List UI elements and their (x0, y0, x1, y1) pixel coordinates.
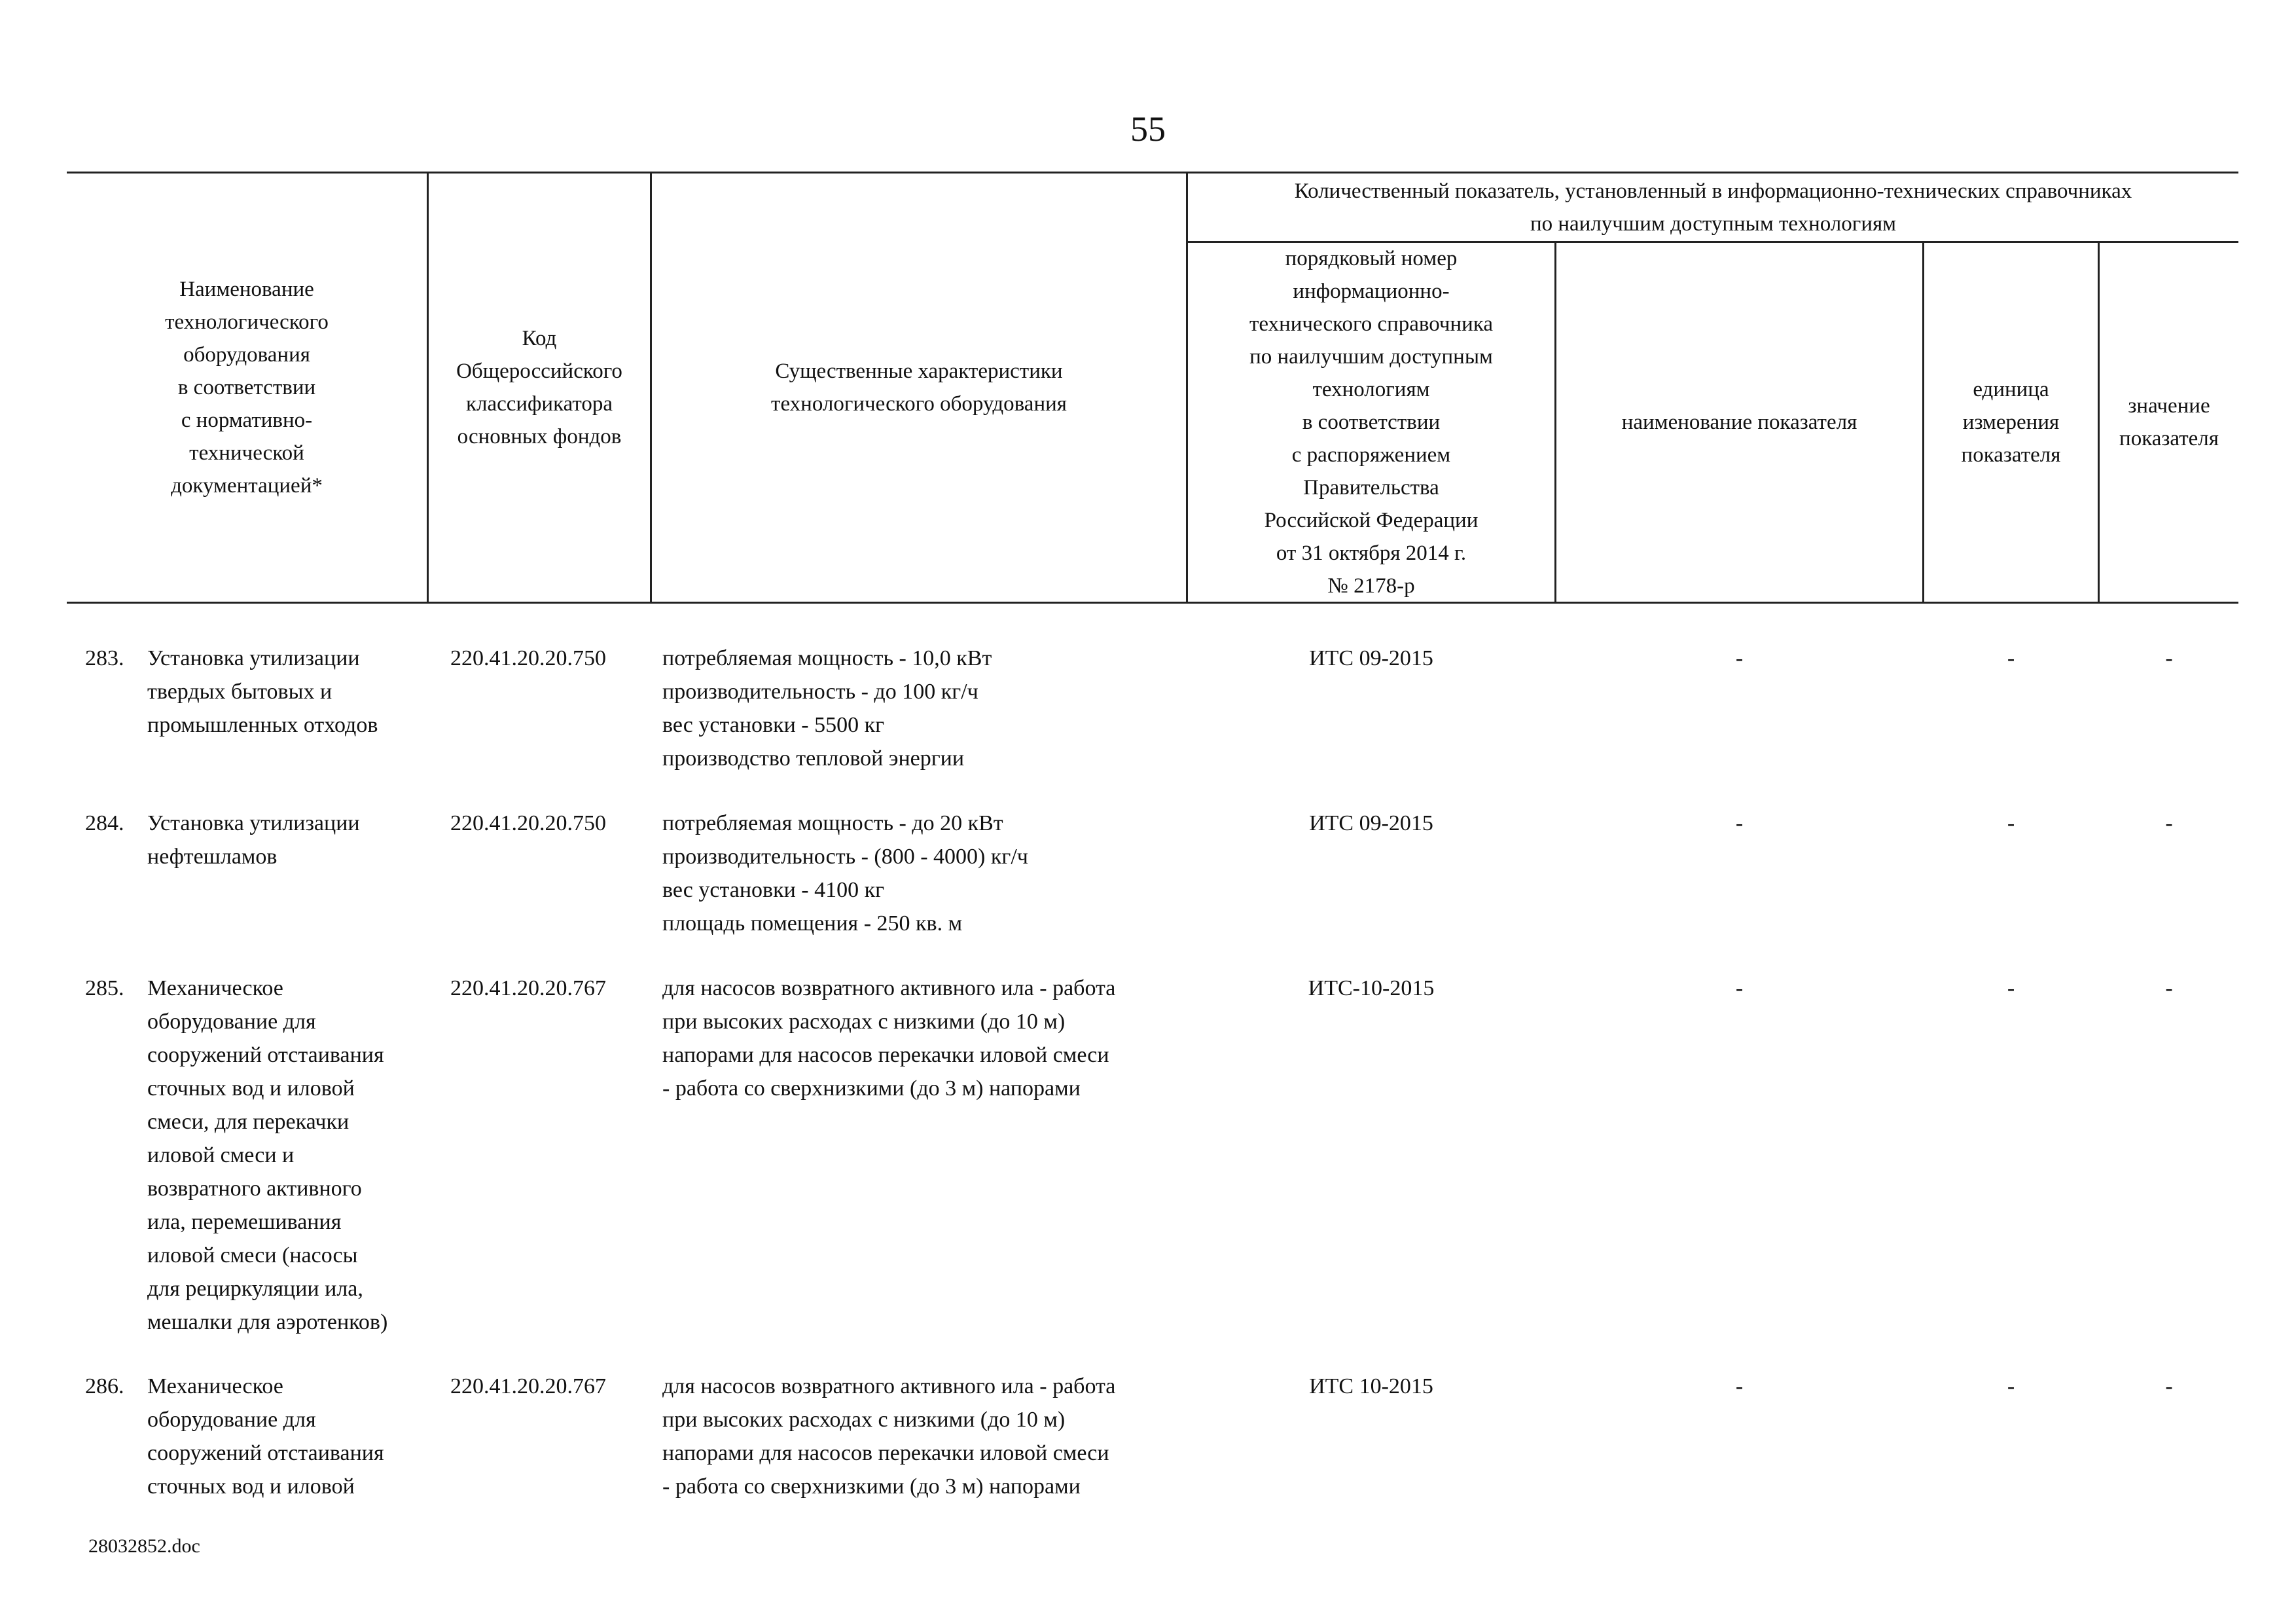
row-number: 285. (85, 976, 124, 1000)
header-col-indicator-name: наименование показателя (1621, 410, 1857, 434)
row-indicator-name: - (1735, 646, 1744, 670)
row-unit: - (2007, 1374, 2015, 1398)
row-unit: - (2007, 976, 2015, 1000)
row-characteristics: потребляемая мощность - 10,0 кВт производительность - до 100 кг/ч вес установки - 5500 кг производство тепловой энергии (662, 646, 992, 771)
row-its-number: ИТС 09-2015 (1309, 646, 1433, 670)
row-value: - (2165, 1374, 2173, 1398)
row-unit: - (2007, 811, 2015, 835)
row-equipment-name: Механическое оборудование для сооружений отстаивания сточных вод и иловой смеси, для перекачки иловой смеси и возвратного активного ила, перемешивания иловой смеси (насосы для рециркуляции ила, мешалки для аэротенков) (147, 976, 388, 1334)
row-code: 220.41.20.20.767 (450, 1374, 606, 1398)
row-code: 220.41.20.20.767 (450, 976, 606, 1000)
header-col-unit: единица измерения показателя (1961, 378, 2061, 467)
row-equipment-name: Механическое оборудование для сооружений отстаивания сточных вод и иловой (147, 1374, 384, 1499)
row-code: 220.41.20.20.750 (450, 811, 606, 835)
header-col-code: Код Общероссийского классификатора основных фондов (456, 327, 622, 448)
header-col-value: значение показателя (2119, 394, 2219, 450)
row-indicator-name: - (1735, 1374, 1744, 1398)
row-its-number: ИТС 09-2015 (1309, 811, 1433, 835)
row-its-number: ИТС-10-2015 (1308, 976, 1435, 1000)
document-filename: 28032852.doc (88, 1535, 200, 1557)
page-number: 55 (1130, 109, 1166, 149)
row-equipment-name: Установка утилизации твердых бытовых и промышленных отходов (147, 646, 378, 737)
row-value: - (2165, 646, 2173, 670)
header-group-title: Количественный показатель, установленный в информационно-технических справочниках по наилучшим доступным технологиям (1294, 179, 2132, 236)
row-characteristics: для насосов возвратного активного ила - работа при высоких расходах с низкими (до 10 м) напорами для насосов перекачки иловой смеси - работа со сверхнизкими (до 3 м) напорами (662, 1374, 1116, 1499)
row-unit: - (2007, 646, 2015, 670)
row-number: 284. (85, 811, 124, 835)
row-number: 286. (85, 1374, 124, 1398)
header-col-name: Наименование технологического оборудования в соответствии с нормативно- технической документацией* (165, 278, 329, 498)
row-characteristics: для насосов возвратного активного ила - работа при высоких расходах с низкими (до 10 м) напорами для насосов перекачки иловой смеси - работа со сверхнизкими (до 3 м) напорами (662, 976, 1116, 1101)
header-col-characteristics: Существенные характеристики технологического оборудования (771, 359, 1067, 416)
row-number: 283. (85, 646, 124, 670)
header-col-its-number: порядковый номер информационно- технического справочника по наилучшим доступным технологиям в соответствии с распоряжением Правительства Российской Федерации от 31 октября 2014 г. № 2178-р (1249, 247, 1494, 598)
row-indicator-name: - (1735, 976, 1744, 1000)
row-equipment-name: Установка утилизации нефтешламов (147, 811, 360, 869)
row-its-number: ИТС 10-2015 (1309, 1374, 1433, 1398)
row-code: 220.41.20.20.750 (450, 646, 606, 670)
row-indicator-name: - (1735, 811, 1744, 835)
table-header (67, 172, 2238, 604)
row-characteristics: потребляемая мощность - до 20 кВт производительность - (800 - 4000) кг/ч вес установки - 4100 кг площадь помещения - 250 кв. м (662, 811, 1028, 936)
row-value: - (2165, 976, 2173, 1000)
row-value: - (2165, 811, 2173, 835)
